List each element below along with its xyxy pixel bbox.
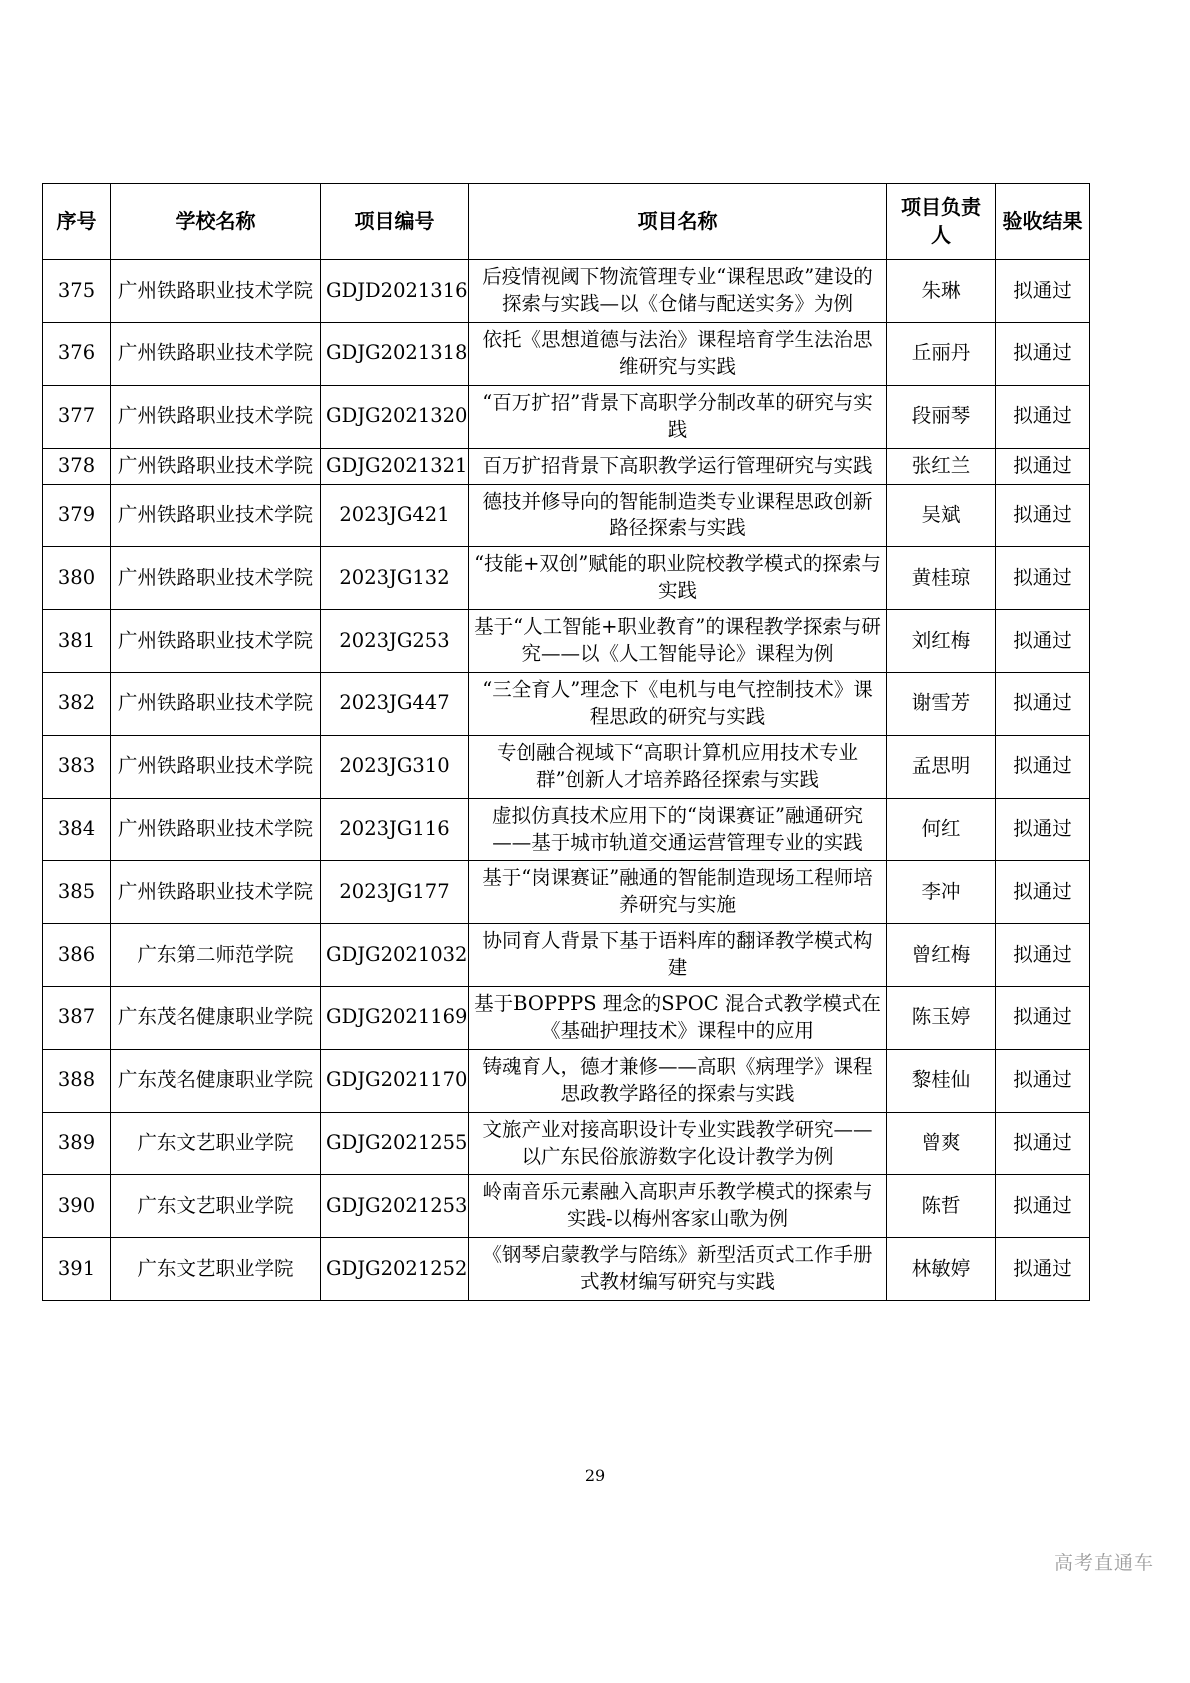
cell-result: 拟通过 [996,1112,1090,1175]
cell-project-name: 岭南音乐元素融入高职声乐教学模式的探索与实践-以梅州客家山歌为例 [469,1175,887,1238]
cell-code: GDJG2021170 [321,1049,469,1112]
table-row [43,798,1090,861]
cell-code: GDJG2021320 [321,385,469,448]
project-acceptance-table-container [42,183,1089,1301]
cell-result: 拟通过 [996,861,1090,924]
table-row [43,735,1090,798]
cell-code: GDJD2021316 [321,260,469,323]
cell-result: 拟通过 [996,672,1090,735]
table-body [43,260,1090,1301]
cell-leader: 吴斌 [887,484,996,547]
cell-seq: 378 [43,448,111,484]
table-row [43,385,1090,448]
cell-leader: 谢雪芳 [887,672,996,735]
cell-leader: 陈玉婷 [887,987,996,1050]
cell-seq: 375 [43,260,111,323]
cell-result: 拟通过 [996,484,1090,547]
cell-code: GDJG2021169 [321,987,469,1050]
cell-result: 拟通过 [996,385,1090,448]
cell-code: GDJG2021252 [321,1238,469,1301]
cell-school: 广州铁路职业技术学院 [111,448,321,484]
cell-leader: 曾红梅 [887,924,996,987]
cell-leader: 陈哲 [887,1175,996,1238]
cell-result: 拟通过 [996,260,1090,323]
cell-project-name: 依托《思想道德与法治》课程培育学生法治思维研究与实践 [469,323,887,386]
cell-project-name: 虚拟仿真技术应用下的“岗课赛证”融通研究——基于城市轨道交通运营管理专业的实践 [469,798,887,861]
cell-result: 拟通过 [996,448,1090,484]
cell-school: 广东文艺职业学院 [111,1175,321,1238]
cell-code: 2023JG116 [321,798,469,861]
cell-school: 广州铁路职业技术学院 [111,323,321,386]
cell-school: 广州铁路职业技术学院 [111,260,321,323]
project-acceptance-table [42,183,1090,1301]
cell-school: 广东茂名健康职业学院 [111,1049,321,1112]
table-row [43,861,1090,924]
cell-result: 拟通过 [996,1175,1090,1238]
table-row [43,1049,1090,1112]
column-header-code: 项目编号 [321,184,469,260]
table-row [43,484,1090,547]
column-header-school: 学校名称 [111,184,321,260]
cell-result: 拟通过 [996,924,1090,987]
cell-seq: 386 [43,924,111,987]
table-row [43,987,1090,1050]
cell-leader: 段丽琴 [887,385,996,448]
cell-code: 2023JG253 [321,610,469,673]
cell-project-name: 《钢琴启蒙教学与陪练》新型活页式工作手册式教材编写研究与实践 [469,1238,887,1301]
cell-project-name: 德技并修导向的智能制造类专业课程思政创新路径探索与实践 [469,484,887,547]
cell-school: 广东第二师范学院 [111,924,321,987]
cell-result: 拟通过 [996,798,1090,861]
cell-project-name: 文旅产业对接高职设计专业实践教学研究——以广东民俗旅游数字化设计教学为例 [469,1112,887,1175]
cell-seq: 391 [43,1238,111,1301]
cell-leader: 黎桂仙 [887,1049,996,1112]
cell-result: 拟通过 [996,610,1090,673]
page-number: 29 [584,1466,606,1485]
cell-seq: 381 [43,610,111,673]
cell-project-name: 专创融合视域下“高职计算机应用技术专业群”创新人才培养路径探索与实践 [469,735,887,798]
cell-leader: 孟思明 [887,735,996,798]
cell-seq: 383 [43,735,111,798]
cell-code: GDJG2021321 [321,448,469,484]
cell-school: 广东茂名健康职业学院 [111,987,321,1050]
cell-leader: 张红兰 [887,448,996,484]
cell-project-name: 铸魂育人，德才兼修——高职《病理学》课程思政教学路径的探索与实践 [469,1049,887,1112]
table-row [43,924,1090,987]
cell-school: 广州铁路职业技术学院 [111,798,321,861]
column-header-result: 验收结果 [996,184,1090,260]
column-header-name: 项目名称 [469,184,887,260]
cell-seq: 387 [43,987,111,1050]
cell-project-name: “技能+双创”赋能的职业院校教学模式的探索与实践 [469,547,887,610]
cell-leader: 李冲 [887,861,996,924]
table-row [43,1238,1090,1301]
watermark: 高考直通车 [1053,1552,1154,1574]
cell-project-name: 基于“岗课赛证”融通的智能制造现场工程师培养研究与实施 [469,861,887,924]
cell-seq: 380 [43,547,111,610]
cell-seq: 377 [43,385,111,448]
cell-code: 2023JG447 [321,672,469,735]
cell-code: 2023JG310 [321,735,469,798]
cell-school: 广州铁路职业技术学院 [111,735,321,798]
cell-seq: 379 [43,484,111,547]
cell-result: 拟通过 [996,547,1090,610]
cell-leader: 黄桂琼 [887,547,996,610]
cell-school: 广州铁路职业技术学院 [111,547,321,610]
table-row [43,448,1090,484]
cell-project-name: 百万扩招背景下高职教学运行管理研究与实践 [469,448,887,484]
cell-code: 2023JG132 [321,547,469,610]
cell-seq: 382 [43,672,111,735]
cell-leader: 林敏婷 [887,1238,996,1301]
cell-project-name: 基于BOPPPS 理念的SPOC 混合式教学模式在《基础护理技术》课程中的应用 [469,987,887,1050]
table-row [43,672,1090,735]
cell-result: 拟通过 [996,323,1090,386]
cell-code: 2023JG177 [321,861,469,924]
cell-school: 广州铁路职业技术学院 [111,861,321,924]
cell-seq: 376 [43,323,111,386]
cell-code: 2023JG421 [321,484,469,547]
cell-seq: 390 [43,1175,111,1238]
cell-seq: 389 [43,1112,111,1175]
cell-school: 广东文艺职业学院 [111,1238,321,1301]
cell-leader: 刘红梅 [887,610,996,673]
table-row [43,610,1090,673]
column-header-leader: 项目负责人 [887,184,996,260]
cell-school: 广州铁路职业技术学院 [111,672,321,735]
cell-school: 广州铁路职业技术学院 [111,484,321,547]
cell-code: GDJG2021032 [321,924,469,987]
table-row [43,1112,1090,1175]
cell-seq: 385 [43,861,111,924]
cell-project-name: 后疫情视阈下物流管理专业“课程思政”建设的探索与实践—以《仓储与配送实务》为例 [469,260,887,323]
cell-leader: 曾爽 [887,1112,996,1175]
cell-result: 拟通过 [996,1049,1090,1112]
table-header [43,184,1090,260]
column-header-seq: 序号 [43,184,111,260]
table-row [43,323,1090,386]
cell-leader: 丘丽丹 [887,323,996,386]
cell-seq: 384 [43,798,111,861]
cell-project-name: 基于“人工智能+职业教育”的课程教学探索与研究——以《人工智能导论》课程为例 [469,610,887,673]
cell-project-name: “百万扩招”背景下高职学分制改革的研究与实践 [469,385,887,448]
table-row [43,1175,1090,1238]
cell-leader: 朱琳 [887,260,996,323]
table-row [43,260,1090,323]
cell-code: GDJG2021318 [321,323,469,386]
cell-leader: 何红 [887,798,996,861]
cell-result: 拟通过 [996,1238,1090,1301]
cell-project-name: “三全育人”理念下《电机与电气控制技术》课程思政的研究与实践 [469,672,887,735]
cell-school: 广州铁路职业技术学院 [111,610,321,673]
table-header-row [43,184,1090,260]
cell-seq: 388 [43,1049,111,1112]
table-row [43,547,1090,610]
cell-school: 广州铁路职业技术学院 [111,385,321,448]
cell-code: GDJG2021255 [321,1112,469,1175]
cell-project-name: 协同育人背景下基于语料库的翻译教学模式构建 [469,924,887,987]
cell-school: 广东文艺职业学院 [111,1112,321,1175]
cell-code: GDJG2021253 [321,1175,469,1238]
cell-result: 拟通过 [996,987,1090,1050]
cell-result: 拟通过 [996,735,1090,798]
